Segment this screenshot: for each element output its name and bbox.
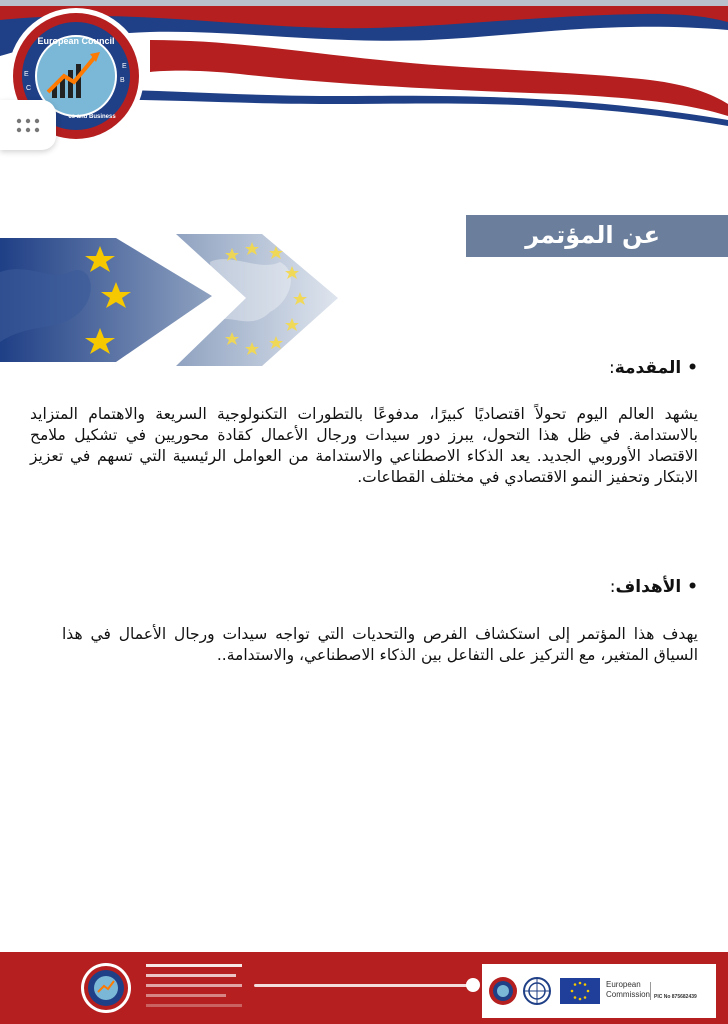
partner-logo-icon [488, 976, 518, 1006]
intro-paragraph: يشهد العالم اليوم تحولاً اقتصاديًا كبيرًا، مدفوعًا بالتطورات التكنولوجية السريعة والاهتمام المتزايد بالاستدامة. في ظل هذا التحول، يبرز دور سيدات ورجال الأعمال كقادة محوريين في تشكيل ملامح الاقتصاد الأوروبي الجديد. يعد الذكاء الاصطناعي والاستدامة من العوامل الرئيسية التي تسهم في تعزيز الابتكار وتحفيز النمو الاقتصادي في مختلف القطاعات. [30, 405, 698, 486]
logo-name-line1: European Council [37, 36, 115, 46]
divider [650, 982, 651, 1000]
footer-slider-handle [466, 978, 480, 992]
pic-number: PIC No 875682439 [654, 994, 697, 1000]
eu-map-chevrons-image [0, 232, 340, 368]
logo-letter: B [120, 77, 125, 84]
footer-stripes [146, 962, 246, 1014]
menu-button[interactable] [0, 100, 56, 150]
goals-heading-text: الأهداف [615, 577, 682, 597]
logo-letter: E [122, 63, 127, 70]
logo-letter: C [26, 85, 32, 92]
un-emblem-icon [522, 976, 552, 1006]
footer-slider-track [254, 984, 476, 987]
european-commission-line2: Commission [606, 990, 651, 999]
logo-letter: E [24, 71, 29, 78]
bullet-icon: • [687, 358, 698, 378]
eu-flag-icon [560, 978, 600, 1004]
goals-heading [610, 577, 698, 597]
goals-heading-colon: : [609, 577, 616, 597]
european-commission-line1: European [606, 980, 641, 989]
grid-dots-icon [13, 115, 43, 135]
footer-logo [80, 962, 132, 1014]
intro-heading-colon: : [608, 358, 615, 378]
goals-paragraph: يهدف هذا المؤتمر إلى استكشاف الفرص والتحديات التي تواجه سيدات ورجال الأعمال في هذا السياق المتغير، مع التركيز على التفاعل بين الذكاء الاصطناعي، والاستدامة.. [62, 625, 698, 664]
intro-heading-text: المقدمة [614, 358, 682, 378]
partner-logos-panel [482, 964, 716, 1018]
section-title-bar [466, 215, 728, 257]
intro-heading [609, 358, 698, 378]
bullet-icon: • [687, 577, 698, 597]
page-title: عن المؤتمر [525, 221, 660, 249]
logo-name-line2: cs and Business [68, 114, 116, 120]
